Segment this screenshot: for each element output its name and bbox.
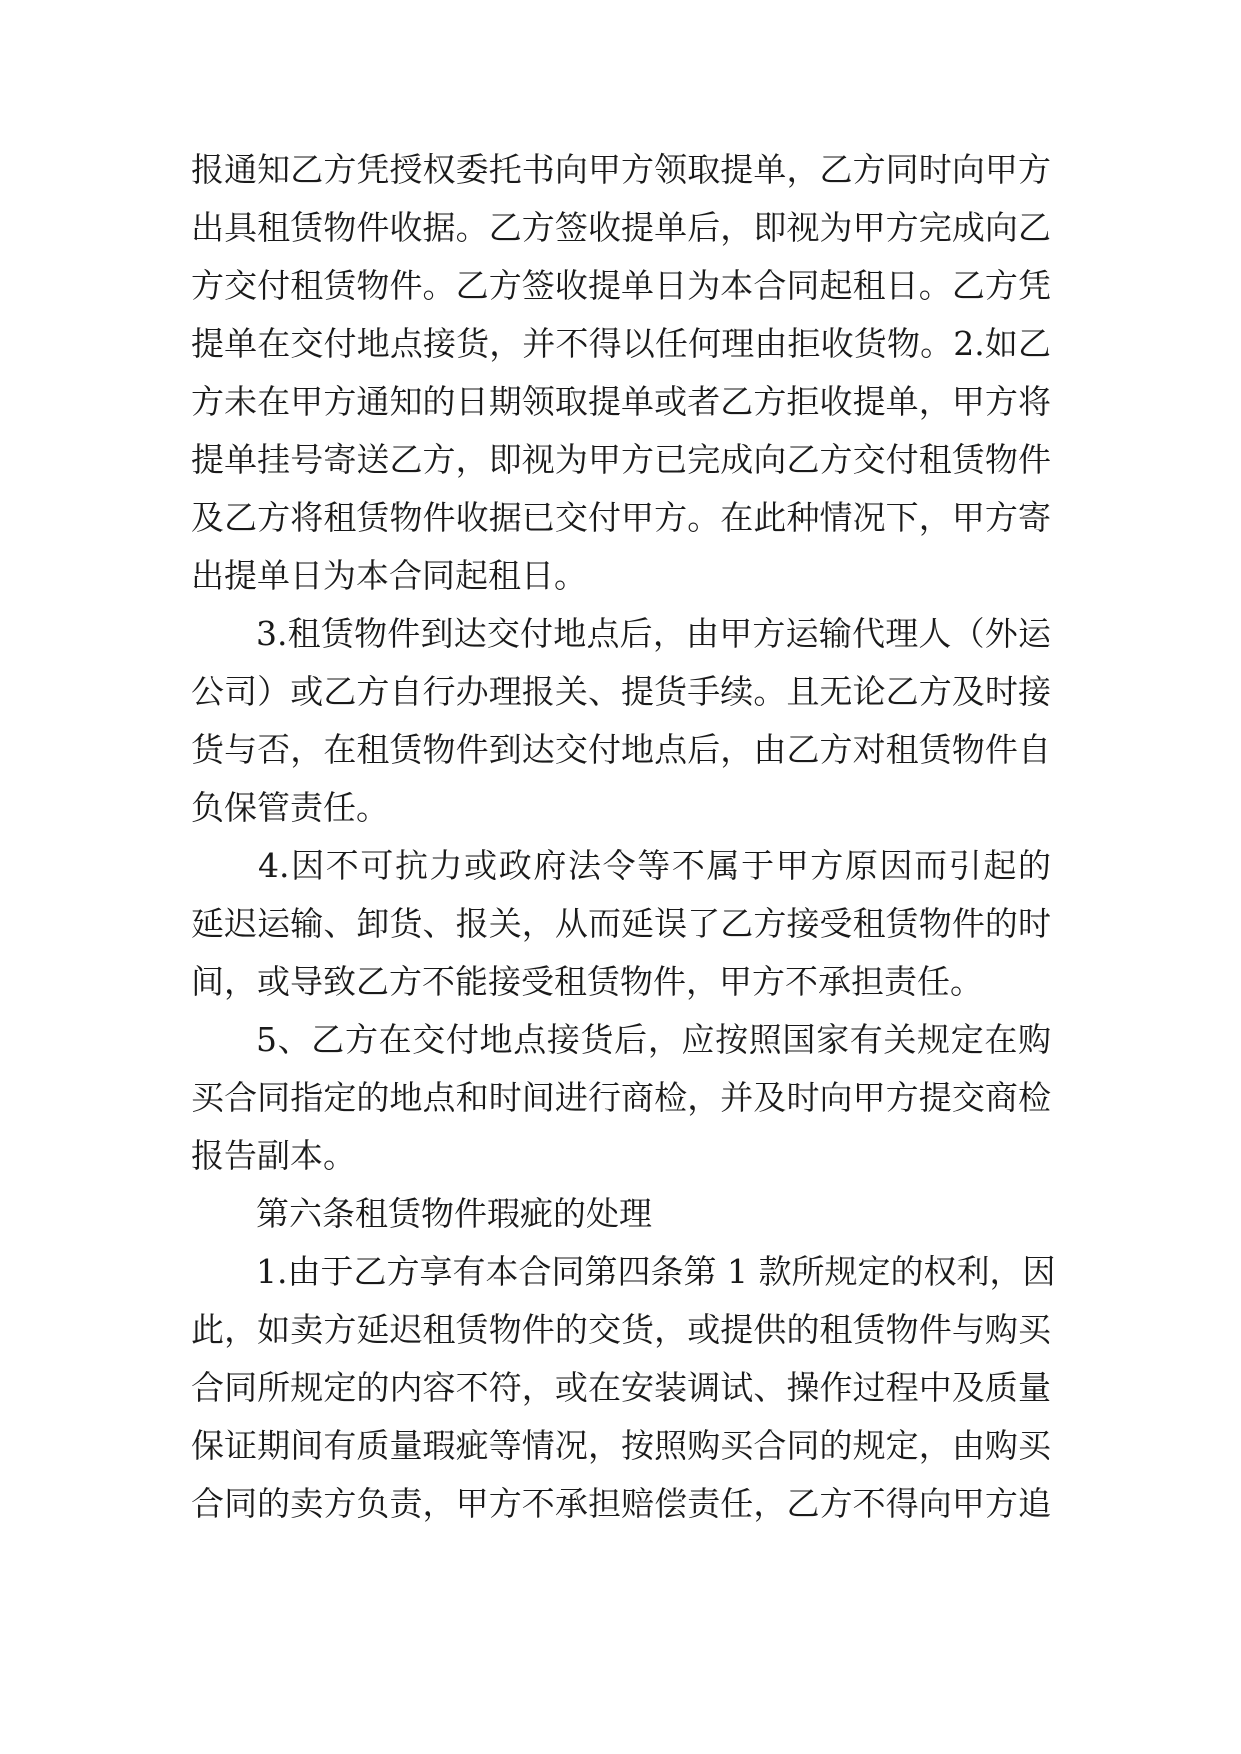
paragraph-first-line: 1.由于乙方享有本合同第四条第 1 款所规定的权利，因 (256, 1252, 1056, 1291)
paragraph-first-line: 5、乙方在交付地点接货后，应按照国家有关规定在购 (256, 1020, 1051, 1059)
text-line: 方交付租赁物件。乙方签收提单日为本合同起租日。乙方凭 (191, 266, 1051, 305)
text-line: 延迟运输、卸货、报关，从而延误了乙方接受租赁物件的时 (191, 904, 1051, 943)
text-line: 负保管责任。 (191, 788, 389, 827)
text-line: 出具租赁物件收据。乙方签收提单后，即视为甲方完成向乙 (191, 208, 1051, 247)
text-line: 此，如卖方延迟租赁物件的交货，或提供的租赁物件与购买 (191, 1310, 1051, 1349)
text-line: 报通知乙方凭授权委托书向甲方领取提单，乙方同时向甲方 (191, 150, 1051, 189)
text-line: 提单在交付地点接货，并不得以任何理由拒收货物。2.如乙 (191, 324, 1051, 363)
text-line: 货与否，在租赁物件到达交付地点后，由乙方对租赁物件自 (191, 730, 1051, 769)
section-heading: 第六条租赁物件瑕疵的处理 (256, 1194, 652, 1233)
text-line: 方未在甲方通知的日期领取提单或者乙方拒收提单，甲方将 (191, 382, 1051, 421)
text-line: 保证期间有质量瑕疵等情况，按照购买合同的规定，由购买 (191, 1426, 1051, 1465)
paragraph-first-line: 3.租赁物件到达交付地点后，由甲方运输代理人（外运 (256, 614, 1051, 653)
text-line: 出提单日为本合同起租日。 (191, 556, 587, 595)
text-line: 及乙方将租赁物件收据已交付甲方。在此种情况下，甲方寄 (191, 498, 1051, 537)
text-line: 间，或导致乙方不能接受租赁物件，甲方不承担责任。 (191, 962, 983, 1001)
text-line: 提单挂号寄送乙方，即视为甲方已完成向乙方交付租赁物件 (191, 440, 1051, 479)
text-line: 公司）或乙方自行办理报关、提货手续。且无论乙方及时接 (191, 672, 1051, 711)
text-line: 买合同指定的地点和时间进行商检，并及时向甲方提交商检 (191, 1078, 1051, 1117)
paragraph-first-line: 4.因不可抗力或政府法令等不属于甲方原因而引起的 (258, 846, 1051, 885)
text-line: 报告副本。 (191, 1136, 356, 1175)
text-line: 合同所规定的内容不符，或在安装调试、操作过程中及质量 (191, 1368, 1051, 1407)
text-line: 合同的卖方负责，甲方不承担赔偿责任，乙方不得向甲方追 (191, 1484, 1051, 1523)
